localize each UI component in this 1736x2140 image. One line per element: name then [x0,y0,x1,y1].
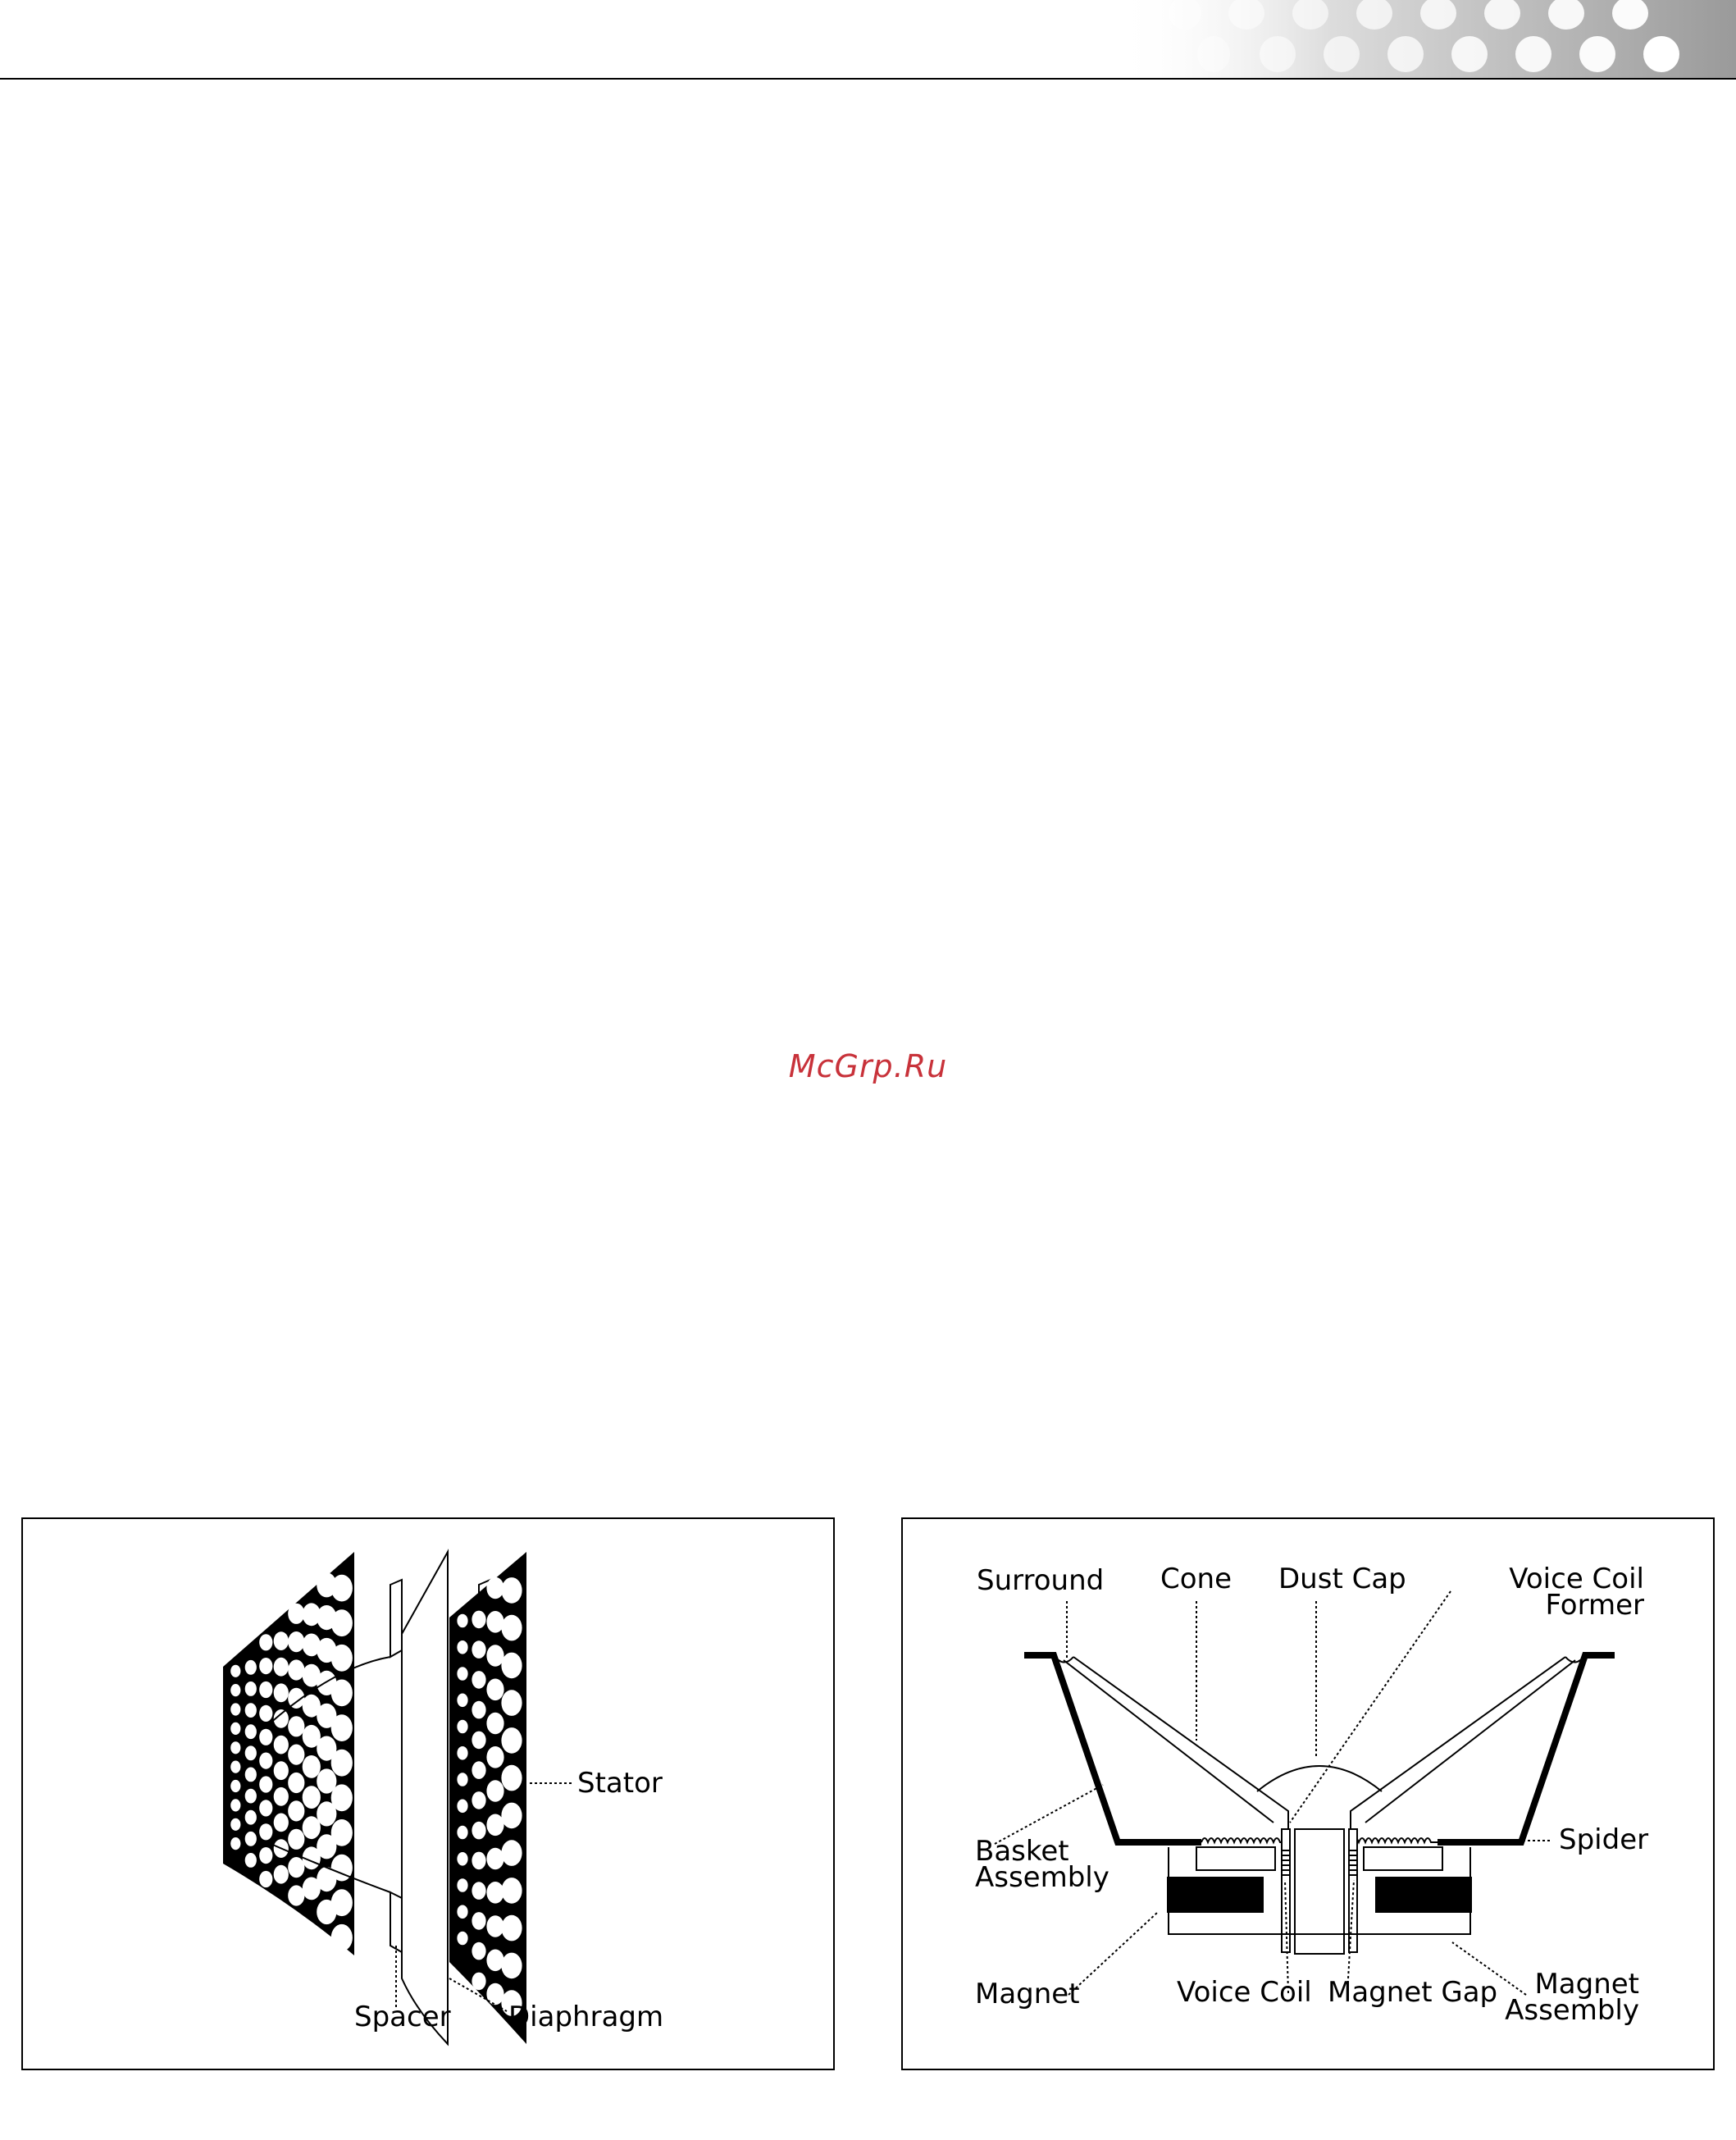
label-surround: Surround [977,1564,1105,1597]
label-magnet: Magnet [975,1978,1080,2010]
label-voice-coil: Voice Coil [1177,1976,1312,2009]
watermark-text: McGrp.Ru [788,1048,948,1084]
label-spider: Spider [1559,1823,1649,1856]
header-decoration [0,0,1736,80]
label-stator: Stator [577,1767,663,1800]
electrostatic-diagram [23,1519,833,2069]
spider-right [1352,1838,1438,1842]
label-spacer: Spacer [354,2001,451,2033]
spider-left [1201,1838,1287,1842]
label-magnet-assembly-line2: Assembly [1505,1994,1639,2027]
magnet-left [1167,1877,1264,1913]
spacer-bottom-left [390,1892,402,1952]
label-magnet-gap: Magnet Gap [1328,1976,1498,2009]
diaphragm-sheet [402,1552,448,2044]
label-voice-coil-former-line2: Former [1545,1589,1644,1622]
magnet-right [1375,1877,1472,1913]
label-voice-coil-former-line1: Voice Coil [1509,1563,1644,1595]
label-dust-cap: Dust Cap [1278,1563,1406,1595]
label-basket-line1: Basket [975,1835,1069,1868]
spacer-top-left [390,1580,402,1657]
basket [1024,1655,1201,1842]
dynamic-driver-figure [901,1517,1715,2070]
label-basket-line2: Assembly [975,1861,1109,1894]
electrostatic-figure [21,1517,835,2070]
label-cone: Cone [1160,1563,1233,1595]
label-diaphragm: Diaphragm [508,2001,664,2033]
label-magnet-assembly-line1: Magnet [1534,1968,1639,2001]
